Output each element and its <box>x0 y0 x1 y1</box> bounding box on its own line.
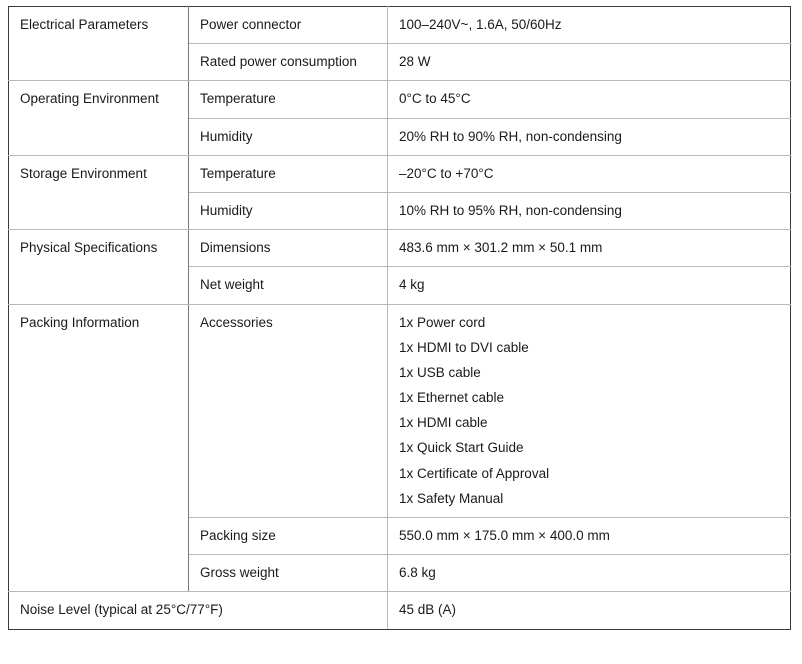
param-name: Gross weight <box>189 555 388 592</box>
param-value: 550.0 mm × 175.0 mm × 400.0 mm <box>388 518 791 555</box>
param-name: Humidity <box>189 118 388 155</box>
param-value: 10% RH to 95% RH, non-condensing <box>388 192 791 229</box>
param-value: 483.6 mm × 301.2 mm × 50.1 mm <box>388 230 791 267</box>
group-label-packing-information: Packing Information <box>9 304 189 592</box>
param-name: Rated power consumption <box>189 44 388 81</box>
param-name: Dimensions <box>189 230 388 267</box>
accessory-item: 1x Safety Manual <box>399 490 504 506</box>
row-label-noise-level: Noise Level (typical at 25°C/77°F) <box>9 592 388 629</box>
specifications-table-body <box>9 7 791 630</box>
param-name: Power connector <box>189 7 388 44</box>
group-label-physical-specifications: Physical Specifications <box>9 230 189 304</box>
param-value-accessories <box>388 304 791 518</box>
param-name: Net weight <box>189 267 388 304</box>
param-value: 28 W <box>388 44 791 81</box>
param-name: Accessories <box>189 304 388 518</box>
accessory-item: 1x USB cable <box>399 364 481 380</box>
param-value: 4 kg <box>388 267 791 304</box>
table-row <box>9 81 791 118</box>
param-value-noise-level: 45 dB (A) <box>388 592 791 629</box>
param-value: 0°C to 45°C <box>388 81 791 118</box>
table-row <box>9 155 791 192</box>
param-name: Packing size <box>189 518 388 555</box>
specifications-table-container <box>8 6 790 630</box>
table-row <box>9 7 791 44</box>
param-name: Temperature <box>189 155 388 192</box>
group-label-storage-environment: Storage Environment <box>9 155 189 229</box>
param-value: –20°C to +70°C <box>388 155 791 192</box>
accessory-item: 1x HDMI to DVI cable <box>399 339 529 355</box>
accessories-list <box>399 315 779 508</box>
accessory-item: 1x Certificate of Approval <box>399 465 550 481</box>
param-value: 6.8 kg <box>388 555 791 592</box>
table-row <box>9 230 791 267</box>
accessory-item: 1x Quick Start Guide <box>399 440 524 456</box>
param-value: 100–240V~, 1.6A, 50/60Hz <box>388 7 791 44</box>
table-row-noise-level <box>9 592 791 629</box>
param-name: Temperature <box>189 81 388 118</box>
group-label-operating-environment: Operating Environment <box>9 81 189 155</box>
param-name: Humidity <box>189 192 388 229</box>
table-row <box>9 304 791 518</box>
group-label-electrical-parameters: Electrical Parameters <box>9 7 189 81</box>
accessory-item: 1x Power cord <box>399 314 486 330</box>
specifications-table <box>8 6 791 630</box>
param-value: 20% RH to 90% RH, non-condensing <box>388 118 791 155</box>
accessory-item: 1x Ethernet cable <box>399 390 505 406</box>
accessory-item: 1x HDMI cable <box>399 415 488 431</box>
